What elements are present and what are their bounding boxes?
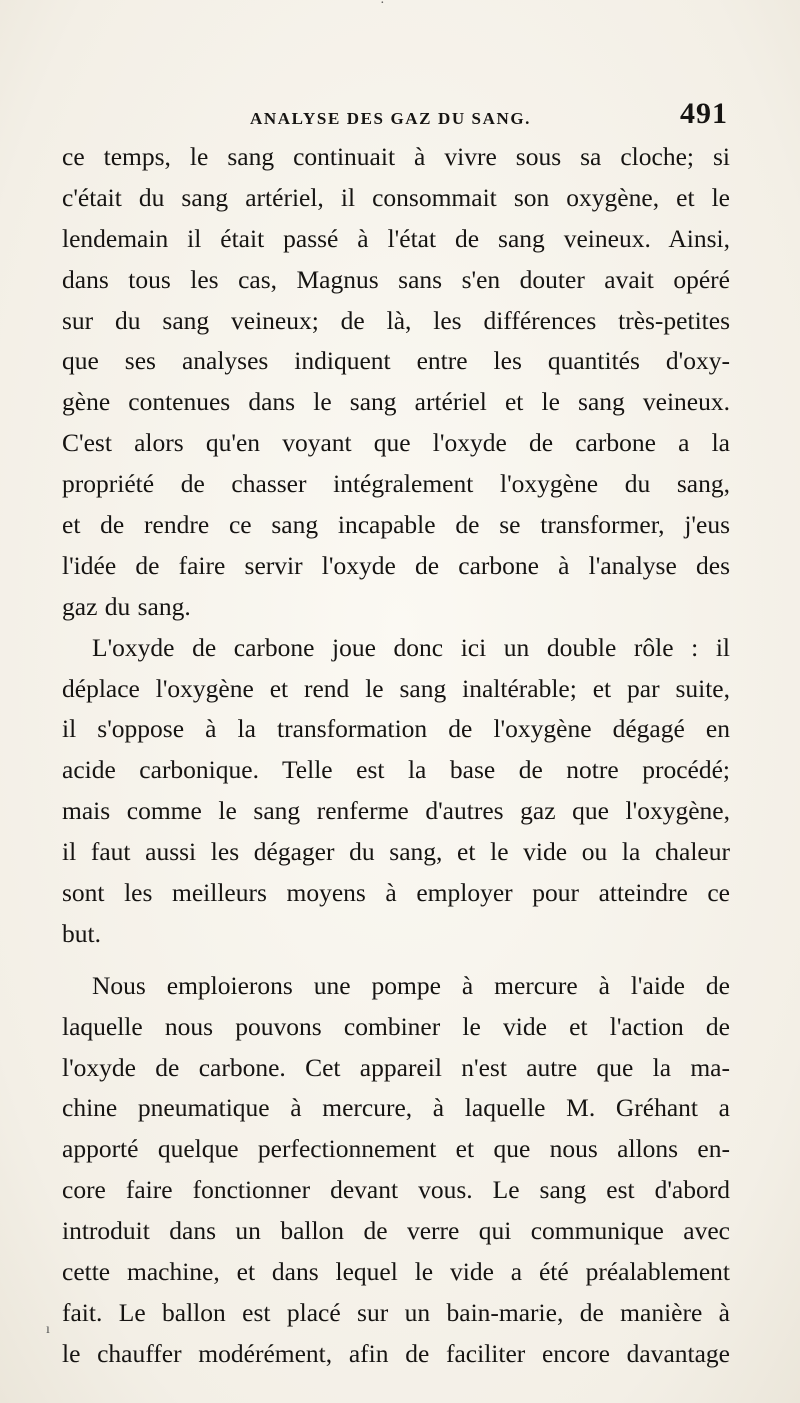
text-line: le chauffer modérément, afin de faciliter encore davantage [62,1338,730,1368]
text-line: gaz du sang. [62,591,191,621]
text-line: core faire fonctionner devant vous. Le sang est d'abord [62,1175,730,1205]
text-line: il faut aussi les dégager du sang, et le vide ou la chaleur [62,837,730,867]
text-line: que ses analyses indiquent entre les quantités d'oxy- [62,346,730,376]
text-line: fait. Le ballon est placé sur un bain-marie, de manière à [62,1297,730,1327]
scan-speck: ı [46,1322,50,1337]
text-line: c'était du sang artériel, il consommait son oxygène, et le [62,182,730,212]
text-line: l'oxyde de carbone. Cet appareil n'est autre que la ma- [62,1052,730,1082]
scan-speck: · [380,0,385,11]
text-line: laquelle nous pouvons combiner le vide et l'action de [62,1011,730,1041]
text-line: acide carbonique. Telle est la base de notre procédé; [62,755,730,785]
text-line: introduit dans un ballon de verre qui communique avec [62,1216,730,1246]
text-line: sont les meilleurs moyens à employer pour atteindre ce [62,878,730,908]
text-line: dans tous les cas, Magnus sans s'en douter avait opéré [62,264,730,294]
text-line: déplace l'oxygène et rend le sang inaltérable; et par suite, [62,673,730,703]
text-line: mais comme le sang renferme d'autres gaz que l'oxygène, [62,796,730,826]
text-line: gène contenues dans le sang artériel et le sang veineux. [62,387,730,417]
text-line: but. [62,918,101,948]
text-line: lendemain il était passé à l'état de sang veineux. Ainsi, [62,223,730,253]
text-line: l'idée de faire servir l'oxyde de carbone à l'analyse des [62,550,730,580]
text-line: sur du sang veineux; de là, les différences très-petites [62,305,730,335]
text-line: il s'oppose à la transformation de l'oxygène dégagé en [62,714,730,744]
running-head: ANALYSE DES GAZ DU SANG. [250,109,532,128]
page-header [62,97,732,139]
text-line: apporté quelque perfectionnement et que nous allons en- [62,1134,730,1164]
text-line: cette machine, et dans lequel le vide a été préalablement [62,1257,730,1287]
text-line: L'oxyde de carbone joue donc ici un double rôle : il [92,632,730,662]
body-text [62,137,730,1375]
text-line: Nous emploierons une pompe à mercure à l'aide de [92,970,730,1000]
text-line: propriété de chasser intégralement l'oxygène du sang, [62,469,730,499]
text-line: et de rendre ce sang incapable de se transformer, j'eus [62,510,730,540]
text-line: C'est alors qu'en voyant que l'oxyde de carbone a la [62,428,730,458]
text-line: ce temps, le sang continuait à vivre sous sa cloche; si [62,142,730,171]
text-line: chine pneumatique à mercure, à laquelle M. Gréhant a [62,1093,730,1123]
page-number: 491 [680,97,728,130]
